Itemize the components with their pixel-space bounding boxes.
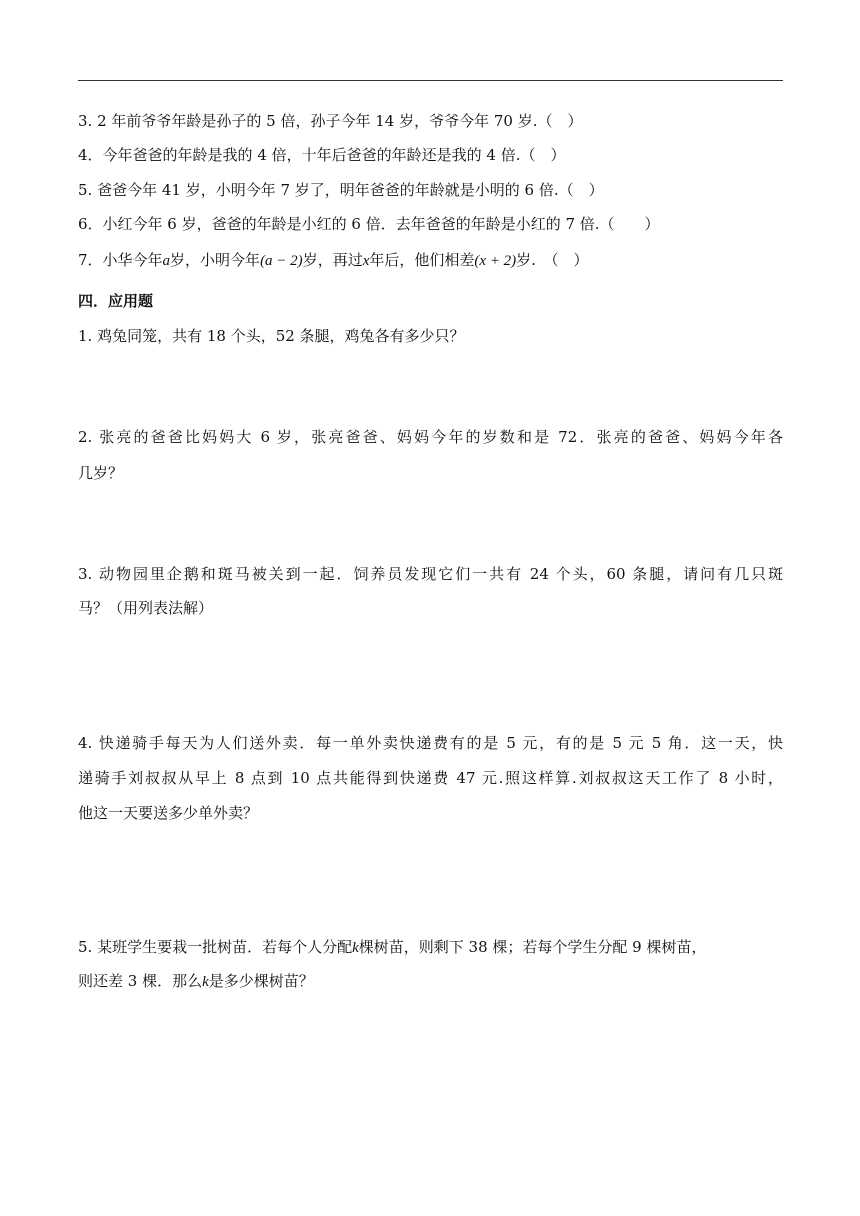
problem-4-line-1: 4. 快递骑手每天为人们送外卖．每一单外卖快递费有的是 5 元，有的是 5 元 5 角．这一天，快	[78, 734, 783, 752]
problem-3-line-1: 3. 动物园里企鹅和斑马被关到一起．饲养员发现它们一共有 24 个头，60 条腿，请问有几只斑	[78, 565, 783, 583]
p5-line2-text-2: 是多少棵树苗？	[208, 972, 314, 990]
item7-text-4: 年后，他们相差	[369, 251, 475, 269]
judgement-item-5: 5. 爸爸今年 41 岁，小明今年 7 岁了，明年爸爸的年龄就是小明的 6 倍.（ ）	[78, 181, 604, 199]
item7-text-3: 岁，再过	[302, 251, 363, 269]
problem-3-line-2: 马？（用列表法解）	[78, 599, 214, 617]
judgement-item-4: 4．今年爸爸的年龄是我的 4 倍，十年后爸爸的年龄还是我的 4 倍.（ ）	[78, 146, 566, 164]
problem-2-line-1: 2. 张亮的爸爸比妈妈大 6 岁，张亮爸爸、妈妈今年的岁数和是 72．张亮的爸爸、妈妈今年各	[78, 428, 783, 446]
item7-text-1: 7．小华今年	[78, 251, 163, 269]
section-title: 四．应用题	[78, 292, 154, 310]
header-rule	[78, 80, 783, 81]
problem-4-line-2: 递骑手刘叔叔从早上 8 点到 10 点共能得到快递费 47 元.照这样算.刘叔叔这天工作了 8 小时，	[78, 769, 783, 787]
problem-5-line-2	[78, 971, 783, 992]
item7-text-2: 岁，小明今年	[170, 251, 261, 269]
p5-var-k: k	[352, 940, 359, 956]
item7-expr-2: (x + 2)	[474, 253, 517, 269]
p5-text-1: 5. 某班学生要栽一批树苗．若每个人分配	[78, 938, 353, 956]
judgement-item-7	[78, 250, 783, 271]
p5-line2-var-k: k	[202, 974, 209, 990]
item7-expr-1: (a − 2)	[260, 253, 303, 269]
judgement-item-6: 6．小红今年 6 岁，爸爸的年龄是小红的 6 倍．去年爸爸的年龄是小红的 7 倍.（ ）	[78, 215, 660, 233]
problem-4-line-3: 他这一天要送多少单外卖？	[78, 804, 259, 822]
item7-text-5: 岁. （ ）	[516, 251, 589, 269]
judgement-item-3: 3. 2 年前爷爷年龄是孙子的 5 倍，孙子今年 14 岁，爷爷今年 70 岁.（ ）	[78, 112, 583, 130]
p5-line2-text-1: 则还差 3 棵．那么	[78, 972, 203, 990]
item7-var-x: x	[362, 253, 370, 269]
p5-text-2: 棵树苗，则剩下 38 棵；若每个学生分配 9 棵树苗，	[358, 938, 707, 956]
problem-5-line-1	[78, 937, 783, 958]
problem-1: 1. 鸡兔同笼，共有 18 个头，52 条腿，鸡兔各有多少只？	[78, 327, 465, 345]
item7-var-a: a	[162, 253, 171, 269]
problem-2-line-2: 几岁？	[78, 464, 124, 482]
